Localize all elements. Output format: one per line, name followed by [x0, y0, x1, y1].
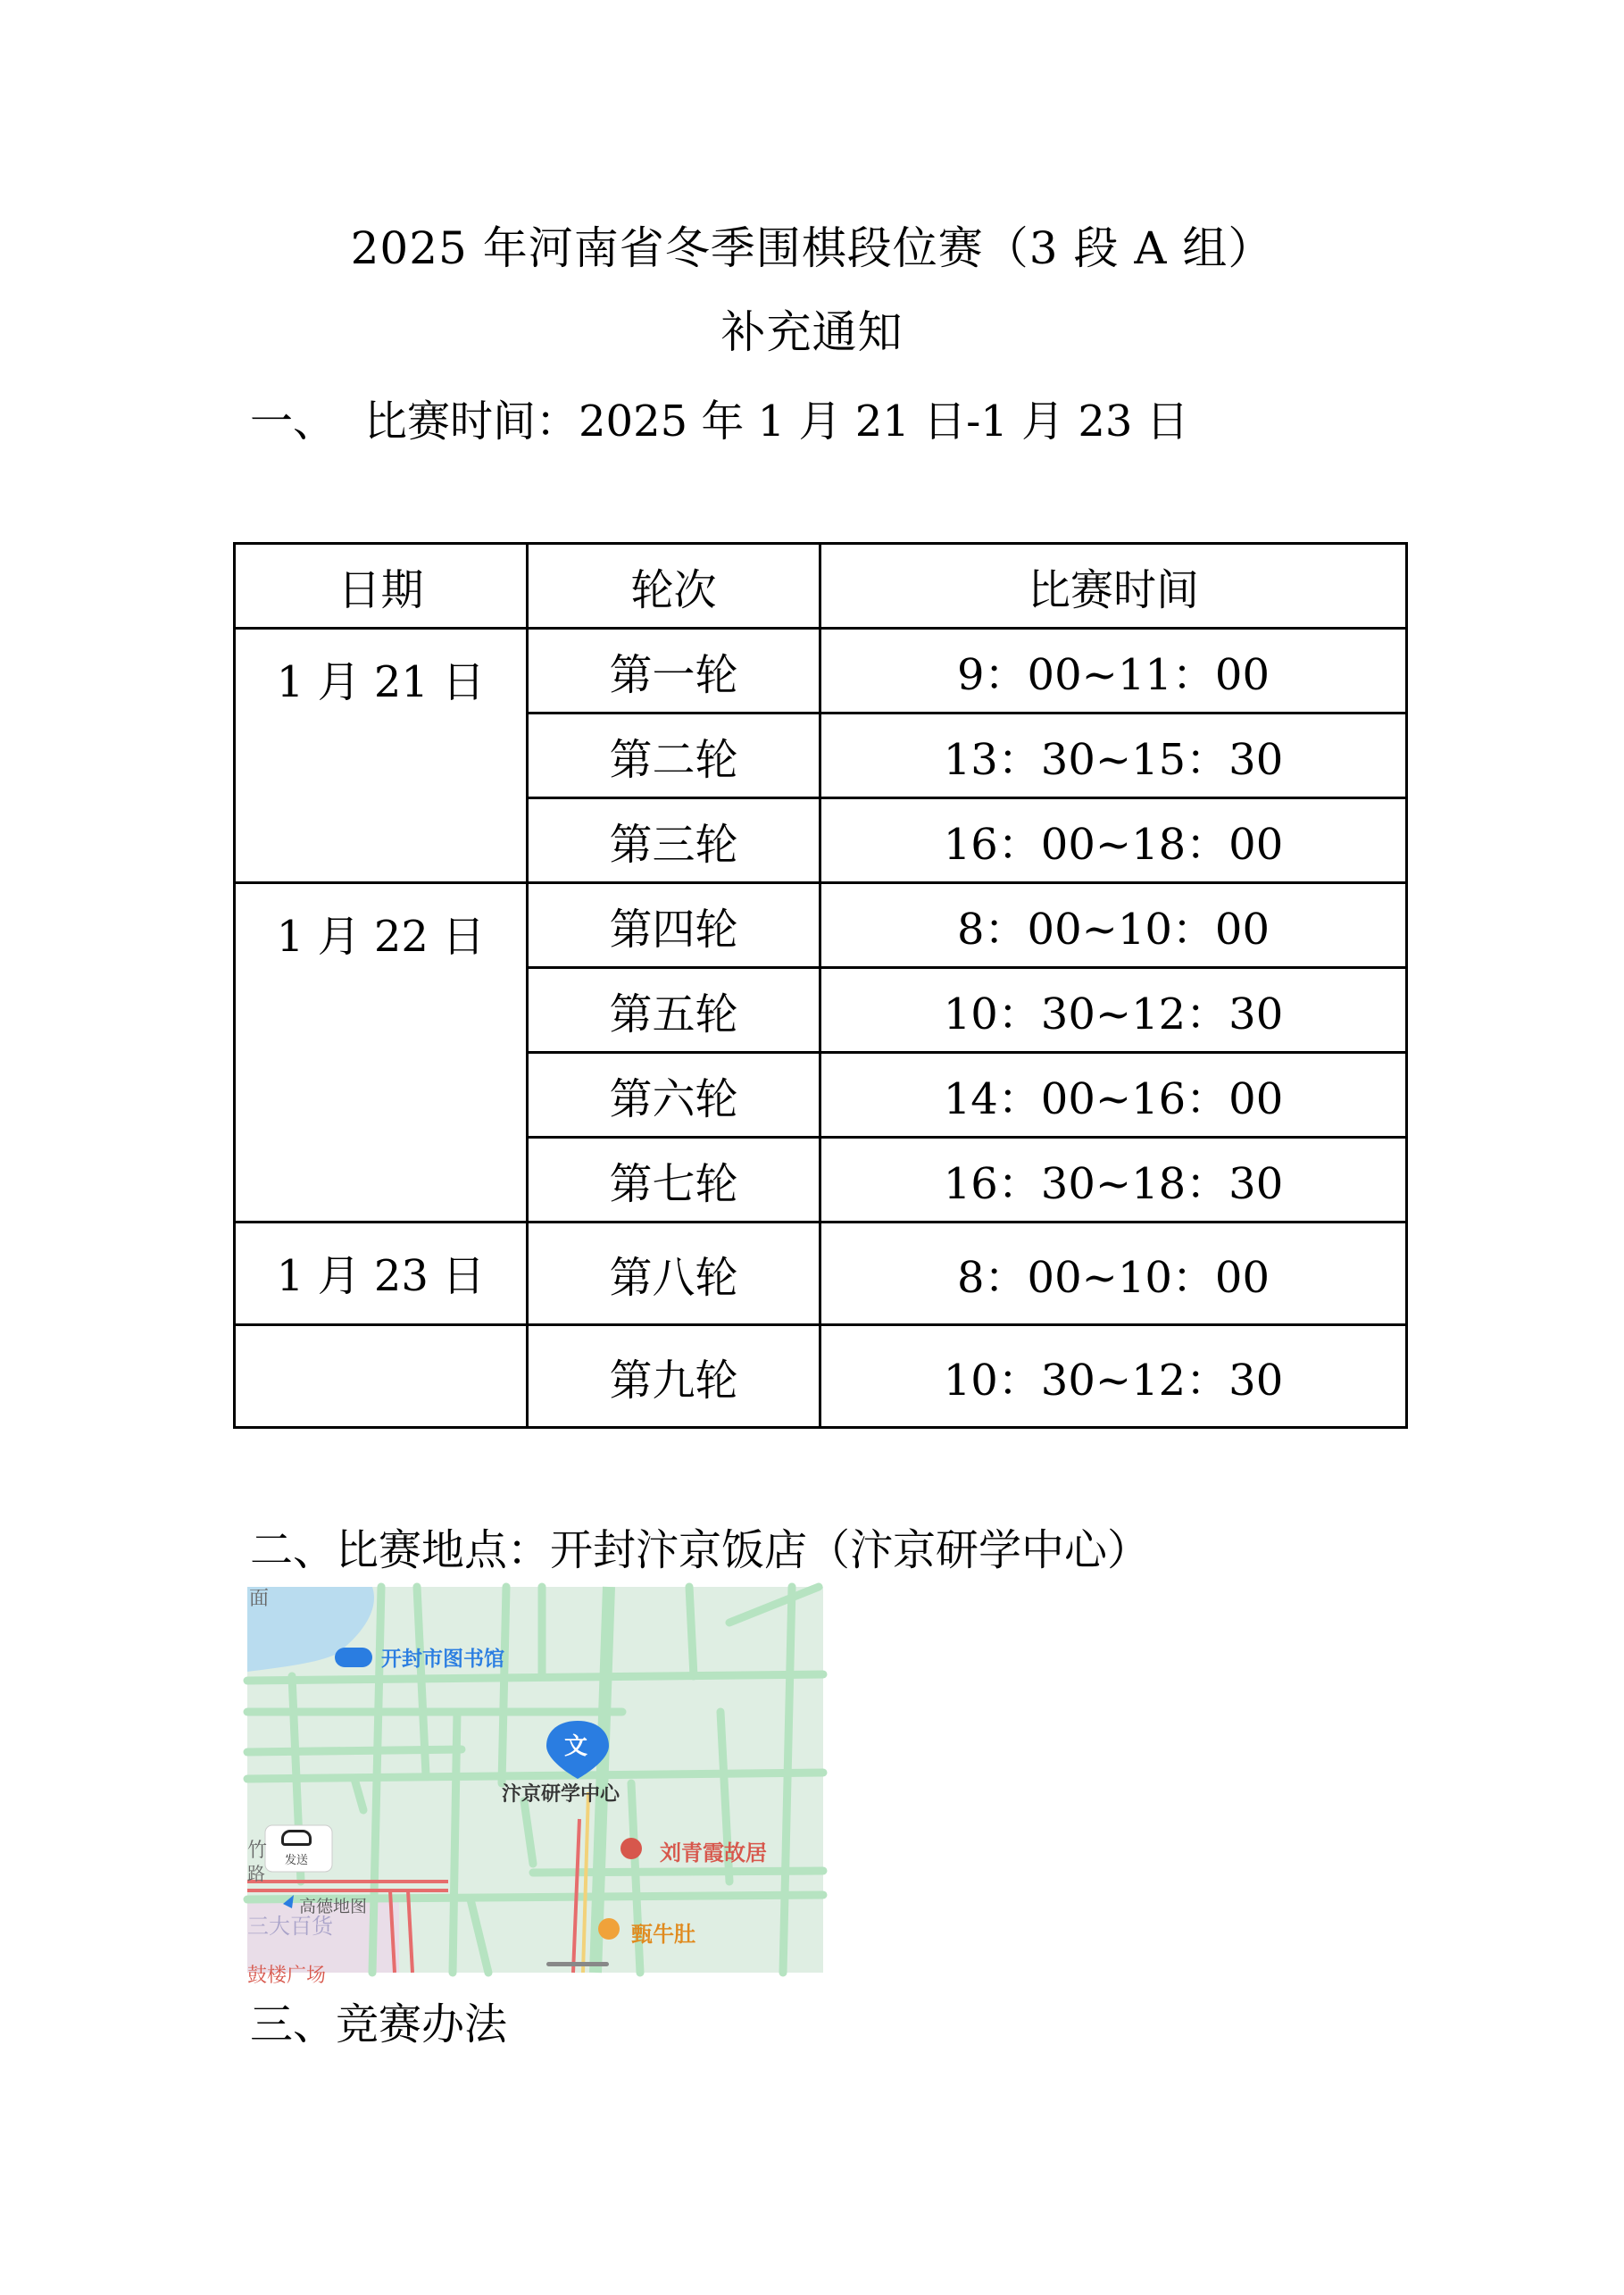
venue-map[interactable] [247, 1587, 823, 1987]
section-number: 一、 [250, 396, 337, 446]
cell-date: 1 月 22 日 [235, 883, 528, 1223]
map-label-partial-left2: 路 [247, 1863, 265, 1884]
cell-time: 8：00~10：00 [820, 883, 1407, 968]
map-label-center[interactable]: 汴京研学中心 [502, 1783, 620, 1806]
cell-round: 第四轮 [528, 883, 820, 968]
cell-round: 第六轮 [528, 1053, 820, 1138]
table-row [235, 629, 1407, 714]
residence-icon [620, 1838, 642, 1859]
cell-time: 14：00~16：00 [820, 1053, 1407, 1138]
map-send-label[interactable]: 发送 [285, 1854, 309, 1867]
map-label-partial-bottom: 鼓楼广场 [247, 1965, 327, 1987]
cell-time: 10：30~12：30 [820, 968, 1407, 1053]
section-rules: 三、竞赛办法 [250, 1999, 508, 2049]
table-header-row [235, 544, 1407, 629]
table-row [235, 883, 1407, 968]
cell-round: 第一轮 [528, 629, 820, 714]
cell-date [235, 1325, 528, 1428]
section-text: 比赛时间：2025 年 1 月 21 日-1 月 23 日 [364, 396, 1189, 446]
cell-round: 第九轮 [528, 1325, 820, 1428]
cell-time: 8：00~10：00 [820, 1223, 1407, 1325]
cell-round: 第八轮 [528, 1223, 820, 1325]
send-car-icon[interactable] [281, 1830, 312, 1846]
map-label-library[interactable]: 开封市图书馆 [381, 1648, 504, 1671]
cell-time: 10：30~12：30 [820, 1325, 1407, 1428]
map-marker-text: 文 [564, 1733, 588, 1760]
cell-round: 第二轮 [528, 714, 820, 798]
cell-time: 13：30~15：30 [820, 714, 1407, 798]
map-label-partial-top: 面 [249, 1588, 270, 1610]
section-venue: 二、比赛地点：开封汴京饭店（汴京研学中心） [250, 1525, 1151, 1575]
map-label-partial-store: 三大百货 [247, 1914, 333, 1939]
table-row [235, 1223, 1407, 1325]
cell-date: 1 月 23 日 [235, 1223, 528, 1325]
cell-date: 1 月 21 日 [235, 629, 528, 883]
cell-time: 9：00~11：00 [820, 629, 1407, 714]
schedule-table [233, 542, 1408, 1429]
section-competition-time [250, 387, 1189, 448]
cell-round: 第七轮 [528, 1138, 820, 1223]
header-round: 轮次 [528, 544, 820, 629]
cell-time: 16：30~18：30 [820, 1138, 1407, 1223]
header-time: 比赛时间 [820, 544, 1407, 629]
map-amap-label: 高德地图 [299, 1897, 368, 1916]
restaurant-icon [598, 1918, 620, 1940]
map-label-restaurant[interactable]: 甄牛肚 [631, 1922, 695, 1947]
table-row [235, 1325, 1407, 1428]
cell-round: 第五轮 [528, 968, 820, 1053]
cell-time: 16：00~18：00 [820, 798, 1407, 883]
map-label-residence[interactable]: 刘青霞故居 [660, 1840, 767, 1865]
document-title: 2025 年河南省冬季围棋段位赛（3 段 A 组） [350, 222, 1274, 274]
library-icon [335, 1648, 372, 1667]
cell-round: 第三轮 [528, 798, 820, 883]
header-date: 日期 [235, 544, 528, 629]
document-subtitle: 补充通知 [720, 306, 904, 358]
map-label-partial-left: 竹 [247, 1840, 268, 1862]
